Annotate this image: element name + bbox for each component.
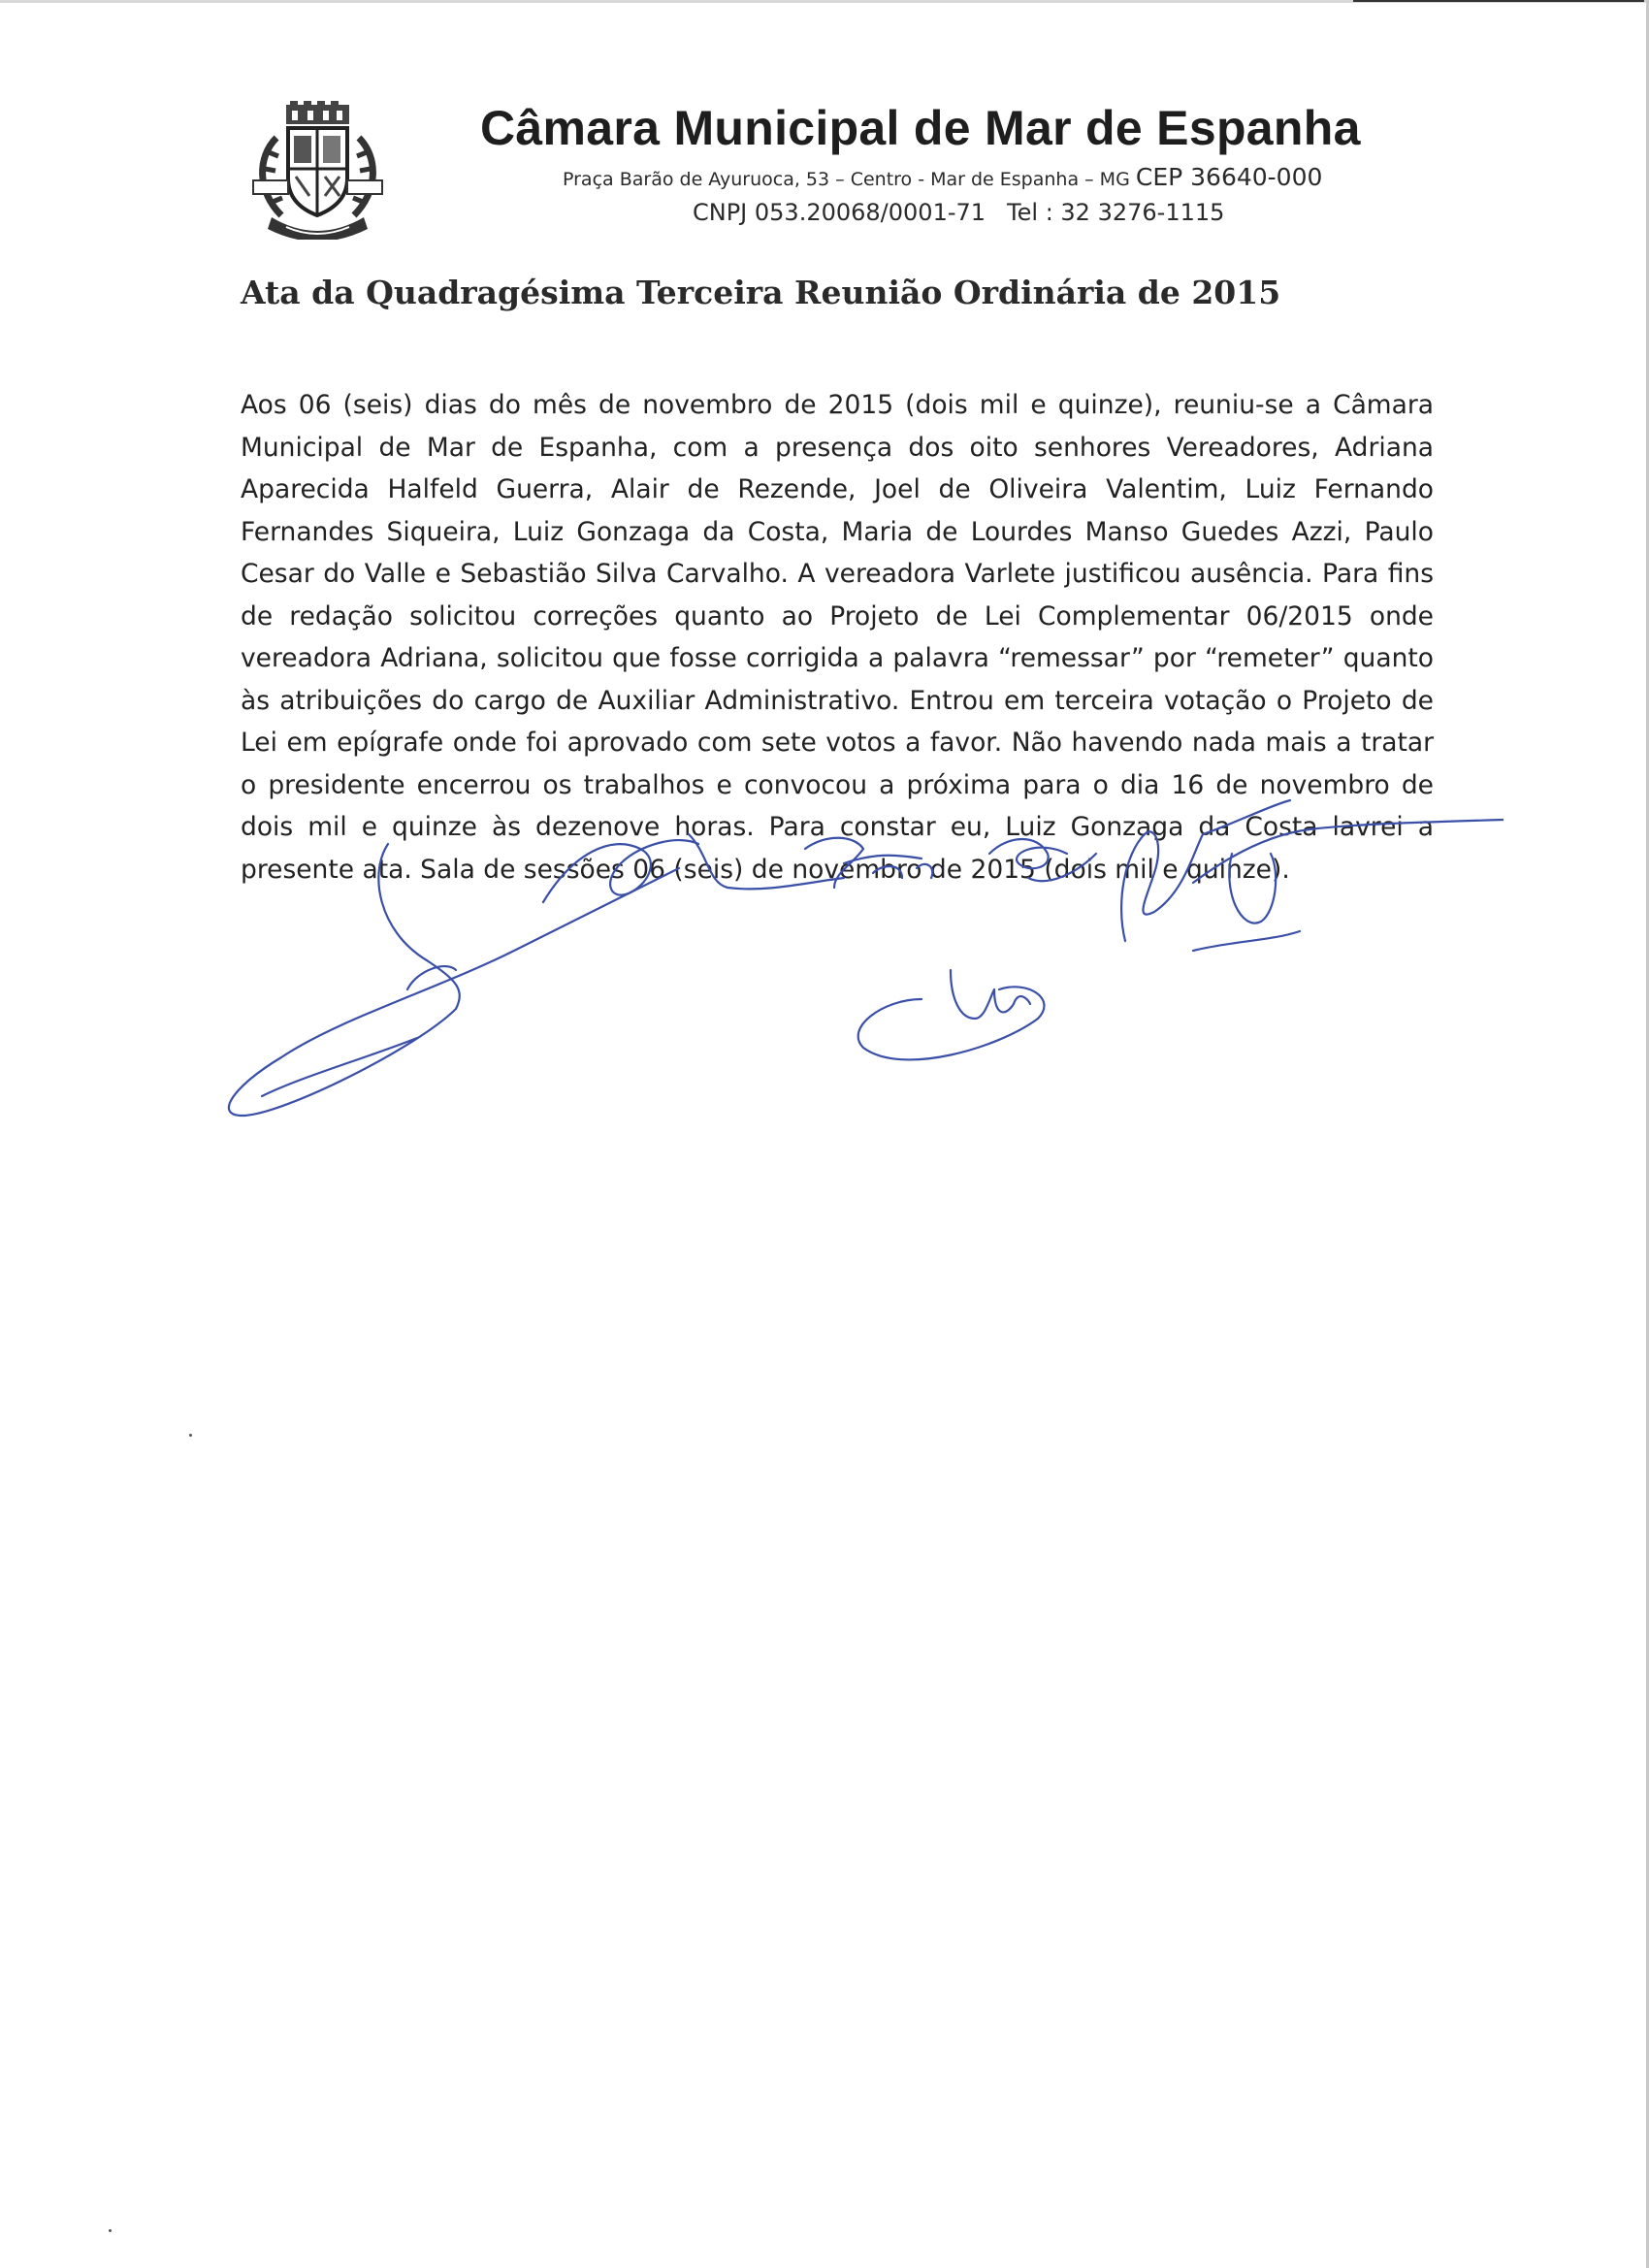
document-title: Ata da Quadragésima Terceira Reunião Ordinária de 2015 — [241, 274, 1281, 311]
scan-speck — [189, 1434, 192, 1437]
phone-number: Tel : 32 3276-1115 — [1007, 199, 1225, 226]
scan-speck — [109, 2229, 112, 2232]
street-address: Praça Barão de Ayuruoca, 53 – Centro - Mar de Espanha – MG — [563, 169, 1130, 190]
cnpj-number: CNPJ 053.20068/0001-71 — [693, 199, 986, 226]
address-line — [563, 163, 1630, 191]
scan-mark-line — [1353, 0, 1644, 2]
municipal-coat-of-arms-icon — [247, 99, 388, 240]
organization-name: Câmara Municipal de Mar de Espanha — [480, 101, 1361, 155]
postal-code: CEP 36640-000 — [1135, 163, 1323, 191]
contact-line — [693, 199, 1566, 226]
minutes-body-text: Aos 06 (seis) dias do mês de novembro de 2015 (dois mil e quinze), reuniu-se a Câmara Municipal de Mar de Espanha, com a presença dos oito senhores Vereadores, Adriana Aparecida Halfeld Guerra, Alair de Rezende, Joel de Oliveira Valentim, Luiz Fernando Fernandes Siqueira, Luiz Gonzaga da Costa, Maria de Lourdes Manso Guedes Azzi, Paulo Cesar do Valle e Sebastião Silva Carvalho. A vereadora Varlete justificou ausência. Para fins de redação solicitou correções quanto ao Projeto de Lei Complementar 06/2015 onde vereadora Adriana, solicitou que fosse corrigida a palavra “remessar” por “remeter” quanto às atribuições do cargo de Auxiliar Administrativo. Entrou em terceira votação o Projeto de Lei em epígrafe onde foi aprovado com sete votos a favor. Não havendo nada mais a tratar o presidente encerrou os trabalhos e convocou a próxima para o dia 16 de novembro de dois mil e quinze às dezenove horas. Para constar eu, Luiz Gonzaga da Costa lavrei a presente ata. Sala de sessões 06 (seis) de novembro de 2015 (dois mil e quinze). — [241, 390, 1434, 885]
